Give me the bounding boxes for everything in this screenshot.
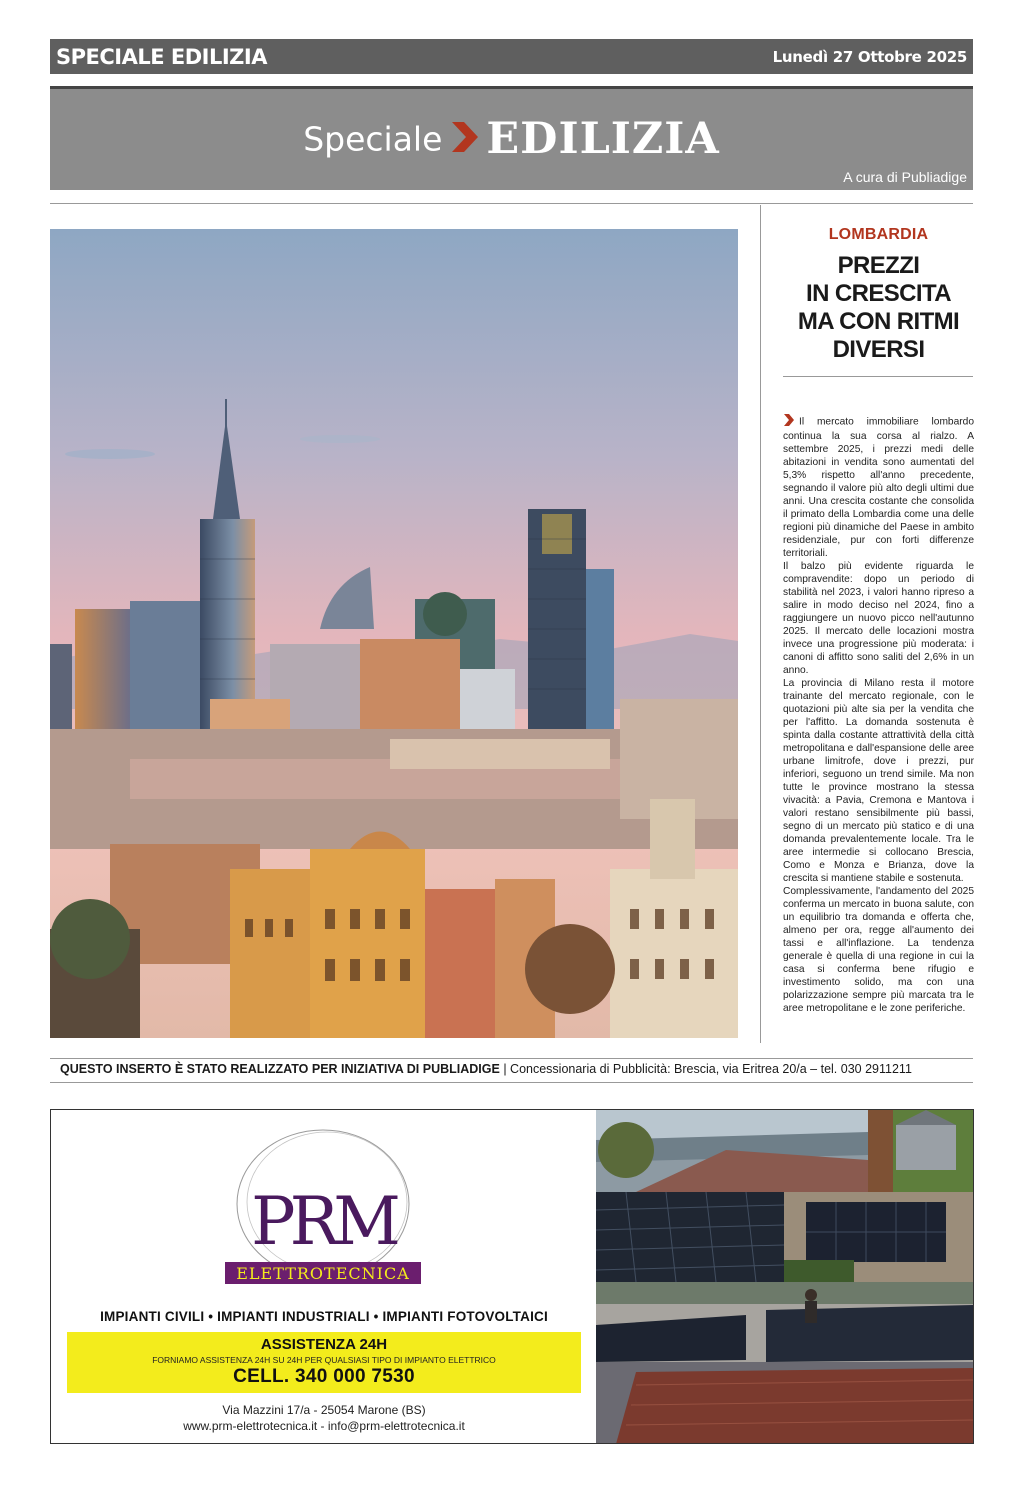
insert-credit [60,1062,970,1076]
banner-title [50,114,973,164]
logo-letters: PRM [251,1183,395,1260]
logo-band: ELETTROTECNICA [236,1264,410,1283]
assistance-subtitle: FORNIAMO ASSISTENZA 24H SU 24H PER QUALSIASI TIPO DI IMPIANTO ELETTRICO [152,1355,496,1365]
ad-address: Via Mazzini 17/a - 25054 Marone (BS) [222,1403,426,1417]
divider [50,1058,973,1059]
article-paragraph: Il balzo più evidente riguarda le compravendite: dopo un periodo di stabilità nel 2023, i valori hanno ripreso a salire in modo deciso nel 2024, fino a raggiungere un nuovo picco nell'autunno 2025. Il mercato delle locazioni mostra invece una progressione più moderata: i canoni di affitto sono saliti del 2,6% in un anno. [783,561,974,676]
credit-rest: | Concessionaria di Pubblicità: Brescia, via Eritrea 20/a – tel. 030 2911211 [499,1062,912,1076]
column-divider [760,205,761,1043]
divider [50,1082,973,1083]
milan-skyline-photo [50,229,738,1038]
article-paragraph: Complessivamente, l'andamento del 2025 conferma un mercato in buona salute, con un equilibrio tra domanda e offerta che, almeno per ora, regge all'aumento dei tassi e all'inflazione. La tendenza generale è quella di una regione in cui la casa si conferma bene rifugio e investimento solido, ma con una polarizzazione sempre più marcata tra le aree metropolitane e le zone periferiche. [783,886,974,1014]
article-body [783,414,974,1015]
banner-edilizia: EDILIZIA [486,114,720,164]
article-region: LOMBARDIA [828,226,929,243]
banner-speciale: Speciale [303,119,443,159]
headline-line: IN CRESCITA [806,280,951,307]
chevron-right-icon [783,414,795,430]
solar-panel-photos [596,1110,974,1444]
banner-curator: A cura di Publiadige [843,169,967,185]
headline-rule [783,376,973,377]
section-banner [50,86,973,190]
credit-bold: QUESTO INSERTO È STATO REALIZZATO PER INIZIATIVA DI PUBLIADIGE [60,1062,500,1076]
ad-phone: CELL. 340 000 7530 [233,1366,415,1387]
divider [50,203,973,204]
article-paragraph: Il mercato immobiliare lombardo continua la sua corsa al rialzo. A settembre 2025, i prezzi medi delle abitazioni in vendita sono aumentati del 5,3% rispetto all'anno precedente, segnando il valore più alto degli ultimi due anni. Una crescita costante che consolida il primato della Lombardia come una delle regioni più dinamiche del Paese in ambito residenziale, pur con forti differenze territoriali. [783,414,974,560]
assistance-box [67,1332,581,1393]
prm-logo [223,1124,423,1294]
article-header [783,226,974,377]
article-headline [783,252,974,364]
assistance-title: ASSISTENZA 24H [260,1336,388,1353]
article-paragraph: La provincia di Milano resta il motore trainante del mercato regionale, con le quotazioni più alte sia per la vendita che per l'affitto. La domanda sostenuta è spinta dalla costante attrattività della città metropolitana e dall'espansione delle aree urbane limitrofe, dove i prezzi, pur inferiori, seguono un trend simile. Ma non tutte le province mostrano la stessa vivacità: a Pavia, Cremona e Mantova i valori restano sensibilmente più bassi, segno di un mercato più statico e di una domanda prevalentemente locale. Tra le aree intermedie si collocano Brescia, Como e Monza e Brianza, dove la crescita si mantiene stabile e sostenuta. [783,678,974,884]
prm-advertisement [50,1109,974,1444]
section-label: SPECIALE EDILIZIA [56,44,267,69]
headline-line: PREZZI [837,252,920,279]
chevron-right-icon [450,120,480,159]
ad-web: www.prm-elettrotecnica.it - info@prm-elettrotecnica.it [183,1419,465,1433]
headline-line: MA CON RITMI [797,308,960,335]
ad-contacts [67,1402,581,1434]
issue-date: Lunedì 27 Ottobre 2025 [772,47,967,66]
ad-services: IMPIANTI CIVILI • IMPIANTI INDUSTRIALI • IMPIANTI FOTOVOLTAICI [100,1309,548,1324]
top-bar [50,39,973,74]
headline-line: DIVERSI [832,336,925,363]
